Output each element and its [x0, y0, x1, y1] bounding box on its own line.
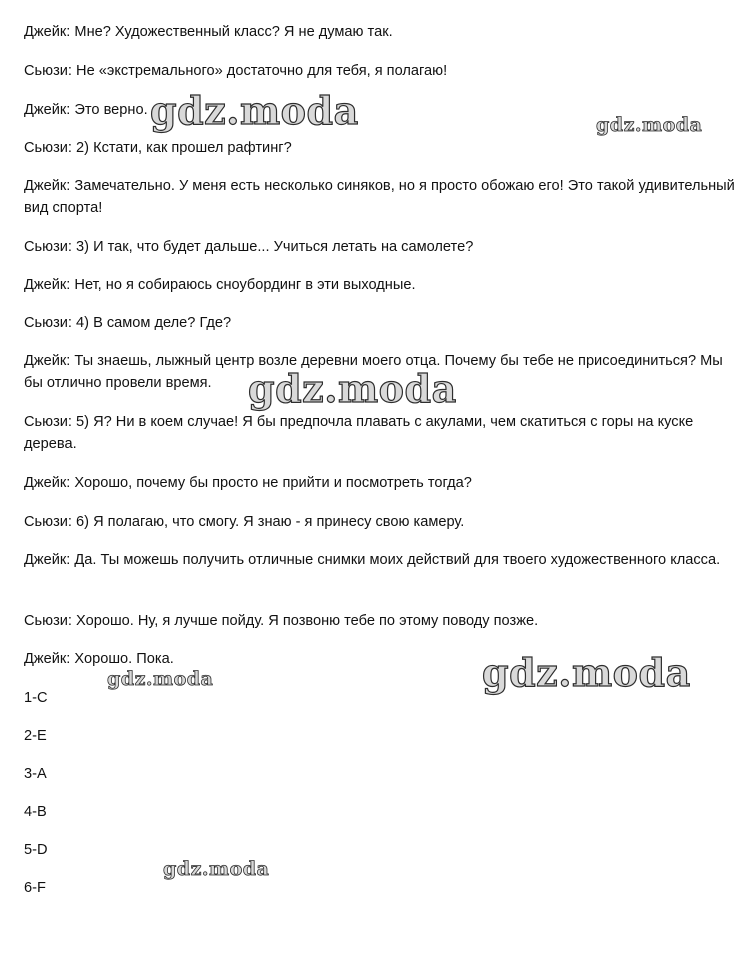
- watermark-logo: gdz.moda: [596, 114, 703, 136]
- answer-6: 6-F: [24, 880, 46, 896]
- dialogue-line-2: Сьюзи: Не «экстремального» достаточно для тебя, я полагаю!: [24, 63, 448, 79]
- dialogue-line-10: Сьюзи: 5) Я? Ни в коем случае! Я бы предпочла плавать с акулами, чем скатиться с горы на куске дерева.: [24, 414, 694, 452]
- dialogue-line-13: Джейк: Да. Ты можешь получить отличные снимки моих действий для твоего художественного класса.: [24, 552, 721, 568]
- dialogue-line-11: Джейк: Хорошо, почему бы просто не прийти и посмотреть тогда?: [24, 475, 472, 491]
- watermark-logo: gdz.moda: [248, 366, 457, 411]
- dialogue-line-4: Сьюзи: 2) Кстати, как прошел рафтинг?: [24, 140, 292, 156]
- answer-2: 2-E: [24, 728, 47, 744]
- watermark-logo: gdz.moda: [163, 858, 270, 880]
- dialogue-line-8: Сьюзи: 4) В самом деле? Где?: [24, 315, 232, 331]
- dialogue-line-7: Джейк: Нет, но я собираюсь сноубординг в эти выходные.: [24, 277, 416, 293]
- dialogue-line-9: Джейк: Ты знаешь, лыжный центр возле деревни моего отца. Почему бы тебе не присоединиться? Мы бы отлично провели время.: [24, 353, 723, 391]
- dialogue-line-3: Джейк: Это верно.: [24, 102, 148, 118]
- dialogue-line-15: Джейк: Хорошо. Пока.: [24, 651, 174, 667]
- dialogue-line-12: Сьюзи: 6) Я полагаю, что смогу. Я знаю - я принесу свою камеру.: [24, 514, 465, 530]
- dialogue-line-6: Сьюзи: 3) И так, что будет дальше... Учиться летать на самолете?: [24, 239, 474, 255]
- watermark-logo: gdz.moda: [482, 650, 691, 695]
- dialogue-line-5: Джейк: Замечательно. У меня есть несколько синяков, но я просто обожаю его! Это такой удивительный вид спорта!: [24, 178, 735, 216]
- dialogue-line-14: Сьюзи: Хорошо. Ну, я лучше пойду. Я позвоню тебе по этому поводу позже.: [24, 613, 539, 629]
- answer-5: 5-D: [24, 842, 48, 858]
- answer-1: 1-C: [24, 690, 48, 706]
- answer-4: 4-B: [24, 804, 47, 820]
- dialogue-line-1: Джейк: Мне? Художественный класс? Я не думаю так.: [24, 24, 393, 40]
- watermark-logo: gdz.moda: [150, 88, 359, 133]
- answer-3: 3-A: [24, 766, 47, 782]
- watermark-logo: gdz.moda: [107, 668, 214, 690]
